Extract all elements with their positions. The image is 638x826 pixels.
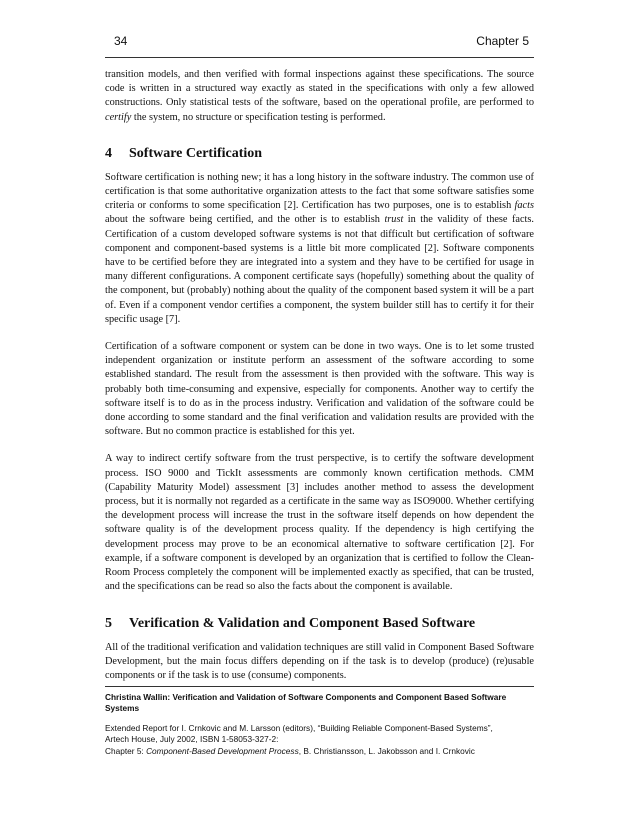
footer-chapter-line [105,746,534,757]
page-number: 34 [114,34,128,48]
footer-report-line-1: Extended Report for I. Crnkovic and M. Larsson (editors), “Building Reliable Component-Based Systems”, [105,722,493,733]
section-4-paragraph-3: A way to indirect certify software from the trust perspective, is to certify the software development process. ISO 9000 and TickIt assessments are commonly known certification methods. CMM (Capability Maturity Model) assessment [3] includes another method to assess the development process, but it is normally not regarded as a certificate in the same way as ISO9000. Whether certifying the development process will increase the trust in the software itself depends on how dependent the software quality is of the development process quality. If the dependency is high certifying the development process may prove to be an economical alternative to software certification [2]. For example, if a software component is developed by an organization that is certified to follow the Clean-Room Process completely the component will be implemented exactly as specified, that can be trusted, and the specifications can be read so also the facts about the component is available. [105,453,534,593]
header-divider [105,57,534,58]
section-4-number: 4 [105,145,112,161]
page-footer [105,692,534,757]
s4p1-text-c: in the validity of these facts. Certification of a custom developed software systems is not that difficult but certification of software component and component-based systems is a little bit more complicated [2]. Software components have to be certified before they are integrated into a system and they have to be certified for usage in many different configurations. A component certificate says (hopefully) something about the quality of the component, but (probably) nothing about the quality of the component based system it will be a part of. Even if a component vendor certifies a component, the system builder still has to certify it for their specific usage [7]. [105,214,534,325]
intro-emphasis: certify [105,111,132,123]
chapter-label: Chapter 5 [476,34,529,48]
section-5-paragraph-1: All of the traditional verification and validation techniques are still valid in Component Based Software Development, but the main focus differs depending on if the task is to develop (produce) (re)usable components or if the task is to use (consume) components. [105,641,534,681]
footer-report-line-2: Artech House, July 2002, ISBN 1-58053-327-2: [105,734,279,745]
section-5-number: 5 [105,615,112,631]
section-5-heading [105,615,534,633]
section-4-heading [105,145,534,163]
intro-text-a: transition models, and then verified with formal inspections against these specifications. The source code is written in a structured way exactly as stated in the specifications with only a few allowed constructions. Only statistical tests of the software, based on the operational profile, are performed to [105,69,534,109]
intro-paragraph [105,68,534,125]
page-body [105,68,534,696]
section-4-paragraph-1 [105,171,534,327]
section-4-paragraph-2: Certification of a software component or system can be done in two ways. One is to let some trusted independent organization or institute perform an assessment of the software according to some established standard. The result from the assessment is then provided with the software. This way is probably both time-consuming and expensive, especially for components. Another way to certify the software itself is to do as in the process industry. Verification and validation of the software could be done according to some standard and the final verification and validation results are provided with the software. But no common practice is established for this yet. [105,341,534,438]
intro-text-b: the system, no structure or specification testing is performed. [131,111,386,123]
section-5-title: Verification & Validation and Component Based Software [129,615,476,631]
footer-chapter-prefix: Chapter 5: [105,745,147,756]
s4p1-emphasis-trust: trust [384,214,404,226]
s4p1-text-b: about the software being certified, and the other is to establish [105,214,385,226]
footer-chapter-suffix: , B. Christiansson, L. Jakobsson and I. Crnkovic [298,745,475,756]
footer-author-line: Christina Wallin: Verification and Validation of Software Components and Component Based Software Systems [105,692,507,714]
page-header [105,34,534,54]
section-4-title: Software Certification [129,145,263,161]
s4p1-text-a: Software certification is nothing new; it has a long history in the software industry. The common use of certification is that some authoritative organization attests to the fact that some software satisfies some criteria or conforms to some specification [2]. Certification has two purposes, one is to establish [105,171,534,212]
s4p1-emphasis-facts: facts [514,200,534,212]
footer-divider [105,686,534,687]
footer-chapter-title: Component-Based Development Process [146,745,299,756]
